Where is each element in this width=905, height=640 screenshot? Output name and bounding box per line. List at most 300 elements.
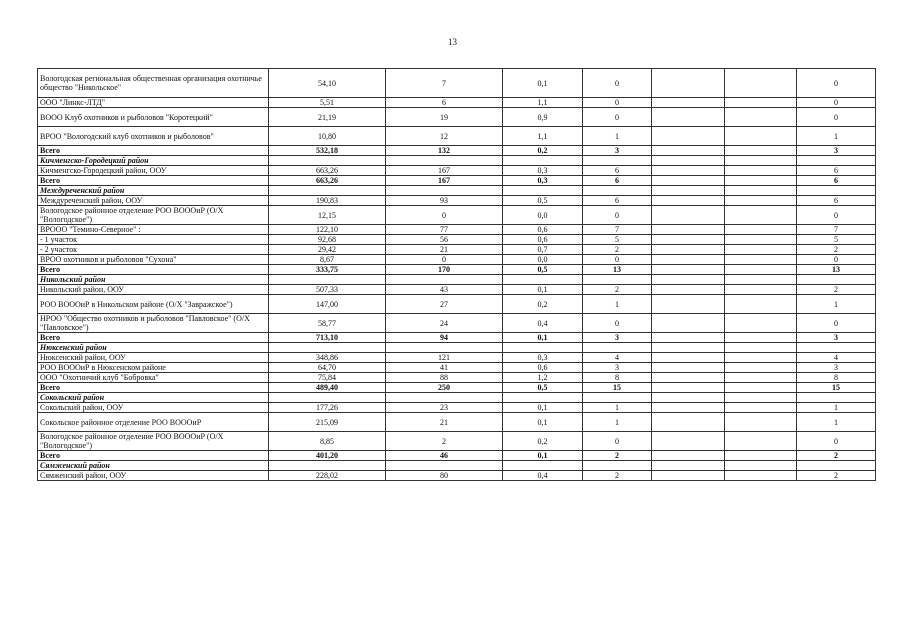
value-cell-c2: 0 [386,255,503,265]
row-name-cell: Нюксенский район, ООУ [38,353,269,363]
value-cell-c5 [652,413,725,432]
table-row [38,363,876,373]
value-cell-c3: 0,3 [503,353,583,363]
value-cell-c6 [725,186,797,196]
row-name-cell: Кичменгско-Городецкий район [38,156,269,166]
value-cell-c6 [725,471,797,481]
value-cell-c1: 10,80 [269,127,386,146]
value-cell-c3 [503,275,583,285]
district-header-row [38,343,876,353]
value-cell-c2: 23 [386,403,503,413]
value-cell-c7: 0 [797,69,876,98]
row-name-cell: Всего [38,265,269,275]
value-cell-c4: 5 [583,235,652,245]
value-cell-c7: 1 [797,295,876,314]
row-name-cell: Сокольский район [38,393,269,403]
row-name-cell: Нюксенский район [38,343,269,353]
value-cell-c7: 3 [797,363,876,373]
total-row [38,146,876,156]
row-name-cell: РОО ВОООиР в Нюксенском районе [38,363,269,373]
value-cell-c1: 58,77 [269,314,386,333]
value-cell-c7: 0 [797,432,876,451]
value-cell-c2: 77 [386,225,503,235]
value-cell-c5 [652,206,725,225]
value-cell-c1: 663,26 [269,176,386,186]
value-cell-c5 [652,393,725,403]
value-cell-c2: 6 [386,98,503,108]
value-cell-c3: 0,2 [503,295,583,314]
value-cell-c1: 489,40 [269,383,386,393]
value-cell-c6 [725,69,797,98]
value-cell-c6 [725,245,797,255]
value-cell-c1 [269,156,386,166]
value-cell-c1: 8,67 [269,255,386,265]
value-cell-c5 [652,343,725,353]
value-cell-c3: 0,0 [503,206,583,225]
table-row [38,235,876,245]
value-cell-c5 [652,461,725,471]
value-cell-c7: 0 [797,255,876,265]
value-cell-c2 [386,186,503,196]
value-cell-c3: 0,1 [503,451,583,461]
row-name-cell: - 2 участок [38,245,269,255]
value-cell-c7: 1 [797,413,876,432]
value-cell-c2: 170 [386,265,503,275]
value-cell-c4: 3 [583,146,652,156]
value-cell-c1: 29,42 [269,245,386,255]
value-cell-c7: 3 [797,146,876,156]
value-cell-c4: 0 [583,98,652,108]
table-row [38,285,876,295]
value-cell-c7: 0 [797,206,876,225]
value-cell-c5 [652,333,725,343]
value-cell-c7: 0 [797,98,876,108]
value-cell-c2: 19 [386,108,503,127]
value-cell-c3: 0,3 [503,176,583,186]
row-name-cell: Кичменгско-Городецкий район, ООУ [38,166,269,176]
value-cell-c6 [725,333,797,343]
value-cell-c7 [797,275,876,285]
value-cell-c6 [725,413,797,432]
table-row [38,245,876,255]
row-name-cell: Никольский район, ООУ [38,285,269,295]
value-cell-c2: 2 [386,432,503,451]
value-cell-c5 [652,471,725,481]
row-name-cell: ООО "Линкс-ЛТД" [38,98,269,108]
value-cell-c2: 46 [386,451,503,461]
row-name-cell: Сямженский район, ООУ [38,471,269,481]
value-cell-c5 [652,285,725,295]
value-cell-c5 [652,127,725,146]
value-cell-c4 [583,343,652,353]
value-cell-c4 [583,393,652,403]
row-name-cell: Междуреченский район [38,186,269,196]
row-name-cell: Всего [38,383,269,393]
value-cell-c6 [725,265,797,275]
value-cell-c1: 92,68 [269,235,386,245]
value-cell-c4 [583,186,652,196]
district-header-row [38,156,876,166]
value-cell-c5 [652,108,725,127]
row-name-cell: Междуреченский район, ООУ [38,196,269,206]
value-cell-c5 [652,69,725,98]
value-cell-c2 [386,393,503,403]
value-cell-c2: 21 [386,413,503,432]
value-cell-c1: 348,86 [269,353,386,363]
value-cell-c3: 0,2 [503,432,583,451]
total-row [38,265,876,275]
value-cell-c7: 3 [797,333,876,343]
value-cell-c7 [797,186,876,196]
value-cell-c6 [725,196,797,206]
value-cell-c2: 167 [386,166,503,176]
table-body [38,69,876,481]
value-cell-c6 [725,451,797,461]
value-cell-c5 [652,245,725,255]
value-cell-c4: 7 [583,225,652,235]
table-row [38,432,876,451]
value-cell-c6 [725,156,797,166]
value-cell-c4: 2 [583,245,652,255]
value-cell-c2: 167 [386,176,503,186]
row-name-cell: ВРОО "Вологодский клуб охотников и рыболовов" [38,127,269,146]
value-cell-c2: 24 [386,314,503,333]
value-cell-c5 [652,186,725,196]
total-row [38,451,876,461]
value-cell-c7: 0 [797,314,876,333]
value-cell-c4: 1 [583,295,652,314]
value-cell-c1: 228,02 [269,471,386,481]
value-cell-c4: 8 [583,373,652,383]
value-cell-c4: 2 [583,451,652,461]
table-row [38,255,876,265]
row-name-cell: Сокольский район, ООУ [38,403,269,413]
table-row [38,471,876,481]
value-cell-c6 [725,235,797,245]
value-cell-c2: 56 [386,235,503,245]
value-cell-c5 [652,314,725,333]
value-cell-c3 [503,343,583,353]
value-cell-c1: 215,09 [269,413,386,432]
value-cell-c7: 2 [797,471,876,481]
value-cell-c1: 75,84 [269,373,386,383]
row-name-cell: Вологодское районное отделение РОО ВОООиР (О/Х "Вологодское") [38,432,269,451]
value-cell-c4: 2 [583,285,652,295]
value-cell-c5 [652,176,725,186]
value-cell-c1: 21,19 [269,108,386,127]
row-name-cell: ВРООО "Темино-Северное" : [38,225,269,235]
value-cell-c3: 0,6 [503,363,583,373]
value-cell-c6 [725,108,797,127]
value-cell-c1: 5,51 [269,98,386,108]
value-cell-c7: 15 [797,383,876,393]
value-cell-c3: 0,4 [503,471,583,481]
value-cell-c2 [386,343,503,353]
value-cell-c2 [386,461,503,471]
table-row [38,98,876,108]
value-cell-c2: 80 [386,471,503,481]
value-cell-c2: 12 [386,127,503,146]
value-cell-c4: 0 [583,69,652,98]
value-cell-c4: 2 [583,471,652,481]
hunting-grounds-table [37,68,876,481]
value-cell-c7: 2 [797,451,876,461]
value-cell-c3: 0,6 [503,225,583,235]
row-name-cell: Всего [38,451,269,461]
value-cell-c4: 3 [583,333,652,343]
value-cell-c4: 6 [583,166,652,176]
district-header-row [38,461,876,471]
value-cell-c5 [652,196,725,206]
value-cell-c3: 0,1 [503,285,583,295]
value-cell-c4: 4 [583,353,652,363]
value-cell-c1: 64,70 [269,363,386,373]
value-cell-c7: 4 [797,353,876,363]
district-header-row [38,393,876,403]
value-cell-c5 [652,295,725,314]
value-cell-c1: 12,15 [269,206,386,225]
value-cell-c1: 401,20 [269,451,386,461]
value-cell-c3: 0,1 [503,333,583,343]
value-cell-c1: 122,10 [269,225,386,235]
value-cell-c7: 6 [797,196,876,206]
value-cell-c6 [725,353,797,363]
value-cell-c7 [797,156,876,166]
value-cell-c6 [725,98,797,108]
table-row [38,373,876,383]
value-cell-c6 [725,461,797,471]
table-row [38,403,876,413]
value-cell-c7: 1 [797,403,876,413]
table-row [38,225,876,235]
value-cell-c6 [725,255,797,265]
table-row [38,69,876,98]
value-cell-c4: 13 [583,265,652,275]
value-cell-c4: 1 [583,403,652,413]
page-number: 13 [448,37,457,47]
value-cell-c2: 132 [386,146,503,156]
value-cell-c3: 0,5 [503,383,583,393]
value-cell-c6 [725,373,797,383]
value-cell-c1: 177,26 [269,403,386,413]
value-cell-c6 [725,393,797,403]
value-cell-c5 [652,373,725,383]
table-row [38,196,876,206]
total-row [38,383,876,393]
value-cell-c5 [652,432,725,451]
value-cell-c4: 0 [583,255,652,265]
value-cell-c7: 1 [797,127,876,146]
value-cell-c1: 507,33 [269,285,386,295]
row-name-cell: Вологодское районное отделение РОО ВОООиР (О/Х "Вологодское") [38,206,269,225]
value-cell-c5 [652,275,725,285]
row-name-cell: Всего [38,146,269,156]
value-cell-c3: 0,1 [503,69,583,98]
row-name-cell: НРОО "Общество охотников и рыболовов "Павловское" (О/Х "Павловское") [38,314,269,333]
value-cell-c1 [269,461,386,471]
table-row [38,206,876,225]
row-name-cell: ВРОО охотников и рыболовов "Сухона" [38,255,269,265]
table-row [38,413,876,432]
row-name-cell: Всего [38,333,269,343]
value-cell-c2: 93 [386,196,503,206]
value-cell-c3: 0,7 [503,245,583,255]
row-name-cell: Сокольское районное отделение РОО ВОООиР [38,413,269,432]
value-cell-c3 [503,186,583,196]
value-cell-c3 [503,393,583,403]
value-cell-c7: 13 [797,265,876,275]
value-cell-c4 [583,275,652,285]
value-cell-c2: 21 [386,245,503,255]
value-cell-c5 [652,383,725,393]
value-cell-c5 [652,166,725,176]
district-header-row [38,275,876,285]
value-cell-c5 [652,225,725,235]
value-cell-c7 [797,393,876,403]
row-name-cell: Вологодская региональная общественная организация охотничье общество "Никольское" [38,69,269,98]
value-cell-c1: 147,00 [269,295,386,314]
row-name-cell: Всего [38,176,269,186]
value-cell-c6 [725,403,797,413]
row-name-cell: ООО "Охотничий клуб "Бобровка" [38,373,269,383]
value-cell-c2 [386,156,503,166]
value-cell-c1: 8,85 [269,432,386,451]
value-cell-c3: 0,2 [503,146,583,156]
value-cell-c4: 3 [583,363,652,373]
value-cell-c5 [652,146,725,156]
value-cell-c5 [652,235,725,245]
total-row [38,333,876,343]
value-cell-c5 [652,363,725,373]
value-cell-c6 [725,206,797,225]
table-row [38,127,876,146]
value-cell-c5 [652,403,725,413]
value-cell-c2: 250 [386,383,503,393]
value-cell-c1: 190,83 [269,196,386,206]
value-cell-c1 [269,393,386,403]
row-name-cell: - 1 участок [38,235,269,245]
value-cell-c4: 0 [583,314,652,333]
value-cell-c6 [725,127,797,146]
value-cell-c4: 6 [583,196,652,206]
value-cell-c6 [725,363,797,373]
value-cell-c4: 0 [583,206,652,225]
value-cell-c4: 0 [583,432,652,451]
value-cell-c6 [725,343,797,353]
value-cell-c2: 43 [386,285,503,295]
value-cell-c2: 0 [386,206,503,225]
value-cell-c3: 1,1 [503,127,583,146]
value-cell-c1: 532,18 [269,146,386,156]
value-cell-c4 [583,461,652,471]
value-cell-c7: 2 [797,245,876,255]
value-cell-c7: 8 [797,373,876,383]
value-cell-c5 [652,451,725,461]
value-cell-c7: 6 [797,166,876,176]
table-row [38,314,876,333]
value-cell-c6 [725,295,797,314]
table-row [38,108,876,127]
value-cell-c1: 333,75 [269,265,386,275]
value-cell-c2: 94 [386,333,503,343]
table-row [38,353,876,363]
row-name-cell: Никольский район [38,275,269,285]
value-cell-c6 [725,383,797,393]
row-name-cell: РОО ВОООиР в Никольском районе (О/Х "Завражское") [38,295,269,314]
value-cell-c3: 0,3 [503,166,583,176]
value-cell-c2: 27 [386,295,503,314]
value-cell-c5 [652,265,725,275]
value-cell-c4 [583,156,652,166]
value-cell-c1: 713,10 [269,333,386,343]
value-cell-c4: 1 [583,127,652,146]
value-cell-c2: 88 [386,373,503,383]
value-cell-c6 [725,275,797,285]
value-cell-c4: 1 [583,413,652,432]
value-cell-c7 [797,461,876,471]
value-cell-c6 [725,166,797,176]
value-cell-c3: 0,5 [503,196,583,206]
value-cell-c6 [725,432,797,451]
value-cell-c6 [725,176,797,186]
table-row [38,295,876,314]
value-cell-c7 [797,343,876,353]
value-cell-c1: 663,26 [269,166,386,176]
value-cell-c1 [269,275,386,285]
value-cell-c3 [503,461,583,471]
value-cell-c6 [725,225,797,235]
value-cell-c2 [386,275,503,285]
value-cell-c3: 1,1 [503,98,583,108]
value-cell-c1: 54,10 [269,69,386,98]
value-cell-c3 [503,156,583,166]
value-cell-c1 [269,343,386,353]
value-cell-c2: 41 [386,363,503,373]
value-cell-c3: 0,4 [503,314,583,333]
value-cell-c3: 1,2 [503,373,583,383]
value-cell-c6 [725,314,797,333]
value-cell-c6 [725,146,797,156]
value-cell-c5 [652,353,725,363]
value-cell-c3: 0,0 [503,255,583,265]
value-cell-c3: 0,1 [503,413,583,432]
value-cell-c4: 0 [583,108,652,127]
total-row [38,176,876,186]
value-cell-c4: 15 [583,383,652,393]
value-cell-c7: 0 [797,108,876,127]
value-cell-c3: 0,9 [503,108,583,127]
value-cell-c2: 121 [386,353,503,363]
district-header-row [38,186,876,196]
value-cell-c5 [652,98,725,108]
row-name-cell: Сямженский район [38,461,269,471]
value-cell-c3: 0,6 [503,235,583,245]
value-cell-c7: 2 [797,285,876,295]
value-cell-c5 [652,255,725,265]
value-cell-c3: 0,5 [503,265,583,275]
value-cell-c7: 6 [797,176,876,186]
value-cell-c7: 5 [797,235,876,245]
value-cell-c5 [652,156,725,166]
value-cell-c7: 7 [797,225,876,235]
row-name-cell: ВООО Клуб охотников и рыболовов "Коротецкий" [38,108,269,127]
value-cell-c4: 6 [583,176,652,186]
table-row [38,166,876,176]
value-cell-c3: 0,1 [503,403,583,413]
value-cell-c1 [269,186,386,196]
value-cell-c6 [725,285,797,295]
value-cell-c2: 7 [386,69,503,98]
